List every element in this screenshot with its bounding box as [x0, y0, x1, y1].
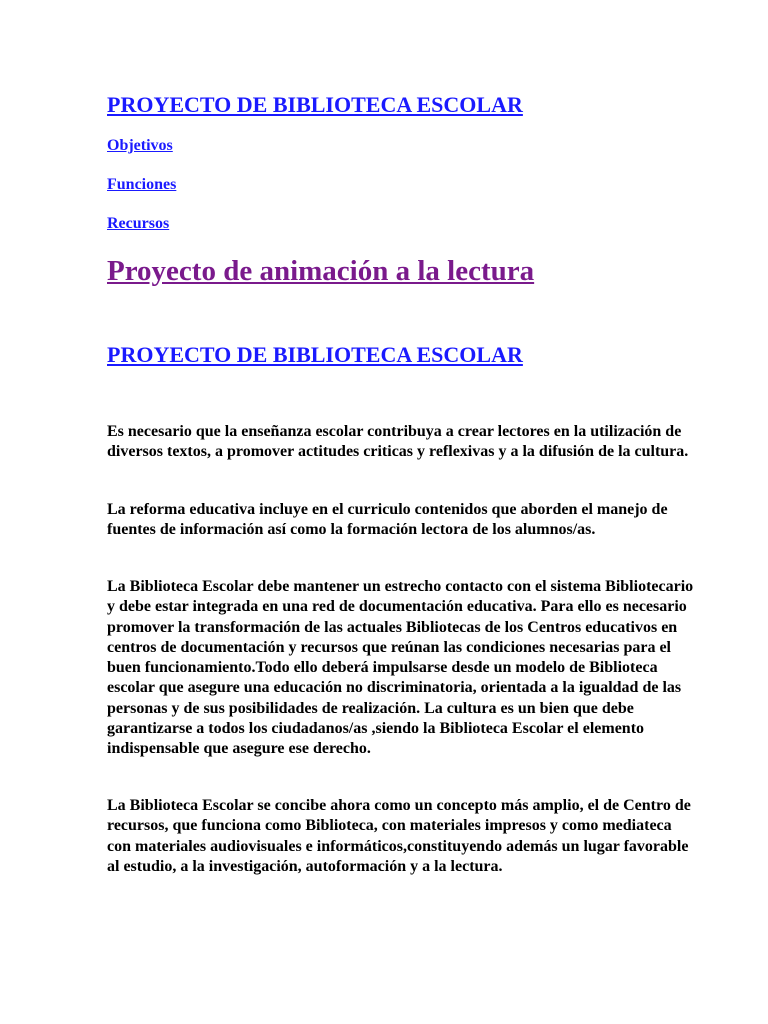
paragraph-2: La reforma educativa incluye en el curriculo contenidos que aborden el manejo de fuentes de información así como la formación lectora de los alumnos/as.	[107, 501, 668, 539]
section-title-link[interactable]: PROYECTO DE BIBLIOTECA ESCOLAR	[107, 342, 523, 367]
objetivos-link[interactable]: Objetivos	[107, 137, 173, 154]
main-title-link[interactable]: PROYECTO DE BIBLIOTECA ESCOLAR	[107, 92, 523, 117]
paragraph-4: La Biblioteca Escolar se concibe ahora como un concepto más amplio, el de Centro de recursos, que funciona como Biblioteca, con materiales impresos y como mediateca con materiales audiovisuales e informáticos,constituyendo además un lugar favorable al estudio, a la investigación, autoformación y a la lectura.	[107, 797, 691, 875]
animacion-lectura-link[interactable]: Proyecto de animación a la lectura	[107, 255, 535, 287]
paragraph-1: Es necesario que la enseñanza escolar contribuya a crear lectores en la utilización de diversos textos, a promover actitudes criticas y reflexivas y a la difusión de la cultura.	[107, 423, 689, 461]
paragraph-3: La Biblioteca Escolar debe mantener un estrecho contacto con el sistema Bibliotecario y debe estar integrada en una red de documentación educativa. Para ello es necesario promover la transformación de las actuales Bibliotecas de los Centros educativos en centros de documentación y recursos que reúnan las condiciones necesarias para el buen funcionamiento.Todo ello deberá impulsarse desde un modelo de Biblioteca escolar que asegure una educación no discriminatoria, orientada a la igualdad de las personas y de sus posibilidades de realización. La cultura es un bien que debe garantizarse a todos los ciudadanos/as ,siendo la Biblioteca Escolar el elemento indispensable que asegure ese derecho.	[107, 578, 694, 758]
funciones-link[interactable]: Funciones	[107, 176, 177, 193]
recursos-link[interactable]: Recursos	[107, 215, 170, 232]
